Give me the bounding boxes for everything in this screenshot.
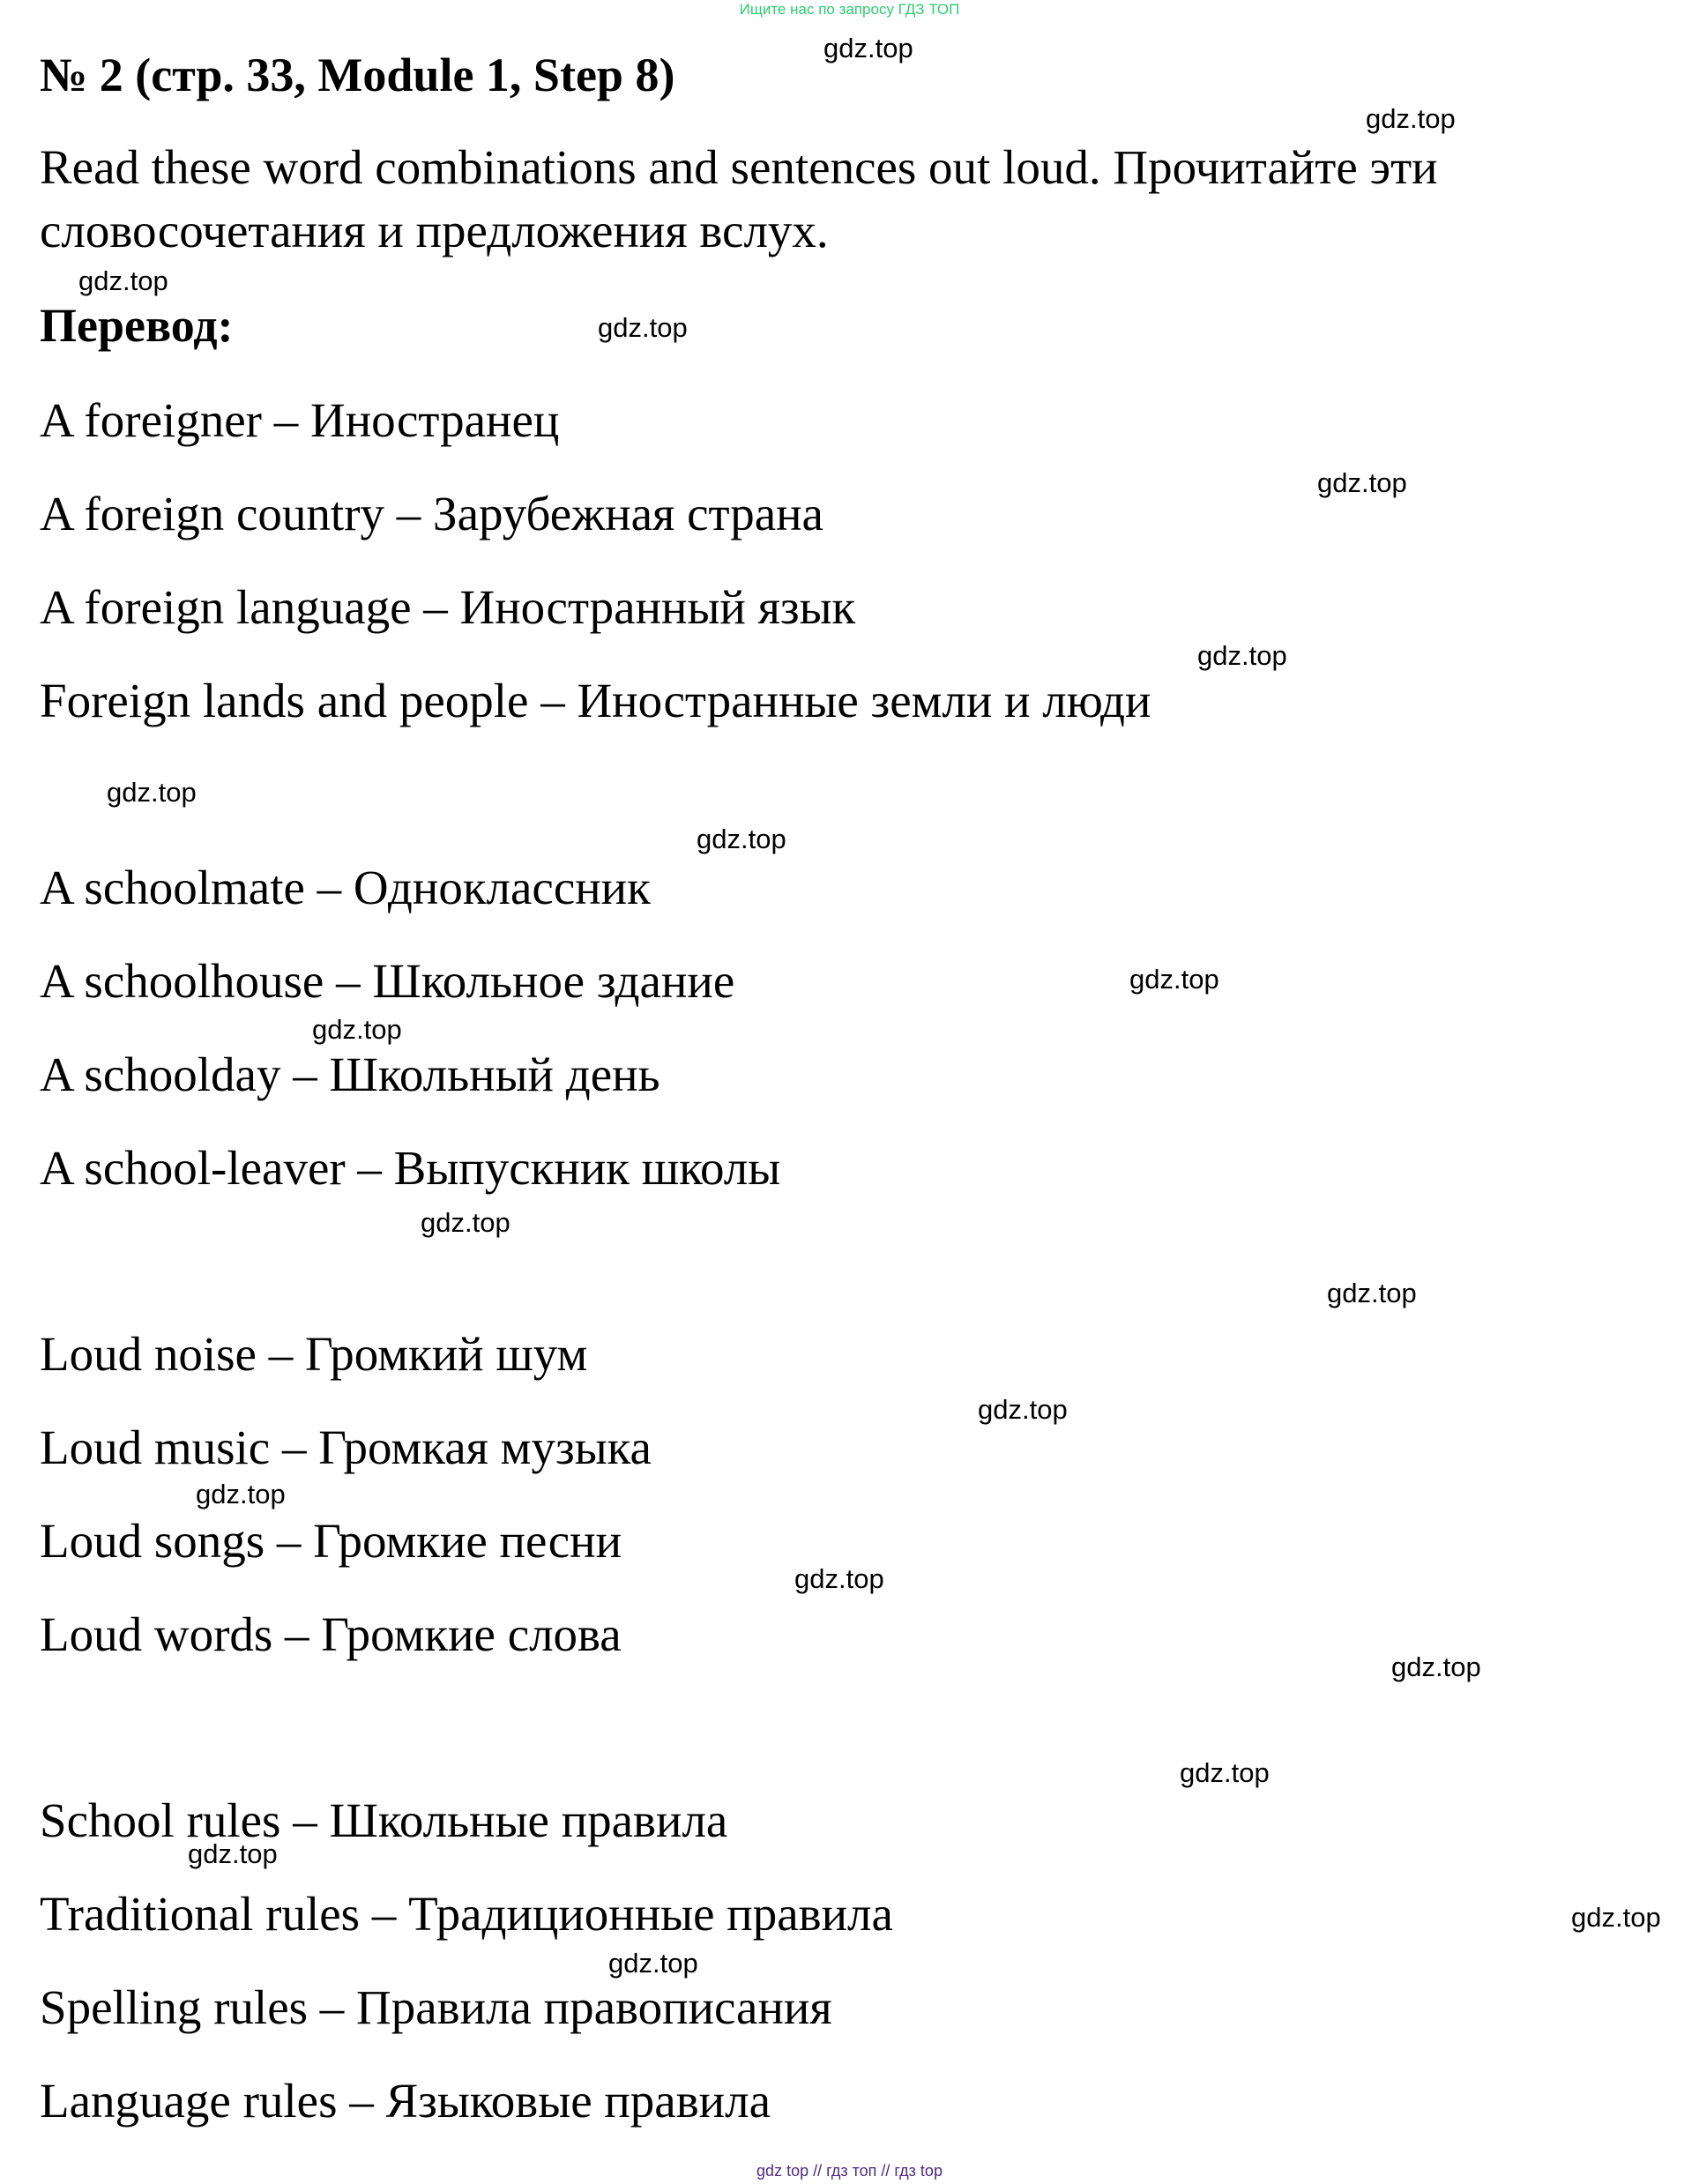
translation-line: A foreign language – Иностранный язык [40,580,856,634]
translation-line: Loud noise – Громкий шум [40,1327,588,1381]
translation-line: Loud words – Громкие слова [40,1607,622,1661]
translation-line: Foreign lands and people – Иностранные земли и люди [40,674,1151,727]
watermark: gdz.top [1180,1757,1270,1788]
translation-line: Language rules – Языковые правила [40,2074,771,2128]
translation-line: Loud songs – Громкие песни [40,1514,622,1568]
watermark: gdz.top [107,777,197,808]
translation-line: Loud music – Громкая музыка [40,1420,652,1474]
watermark: gdz.top [1571,1902,1661,1933]
watermark: gdz.top [188,1838,278,1869]
translation-line: A schoolday – Школьный день [40,1047,660,1101]
watermark: gdz.top [697,824,786,854]
watermark: gdz.top [598,312,688,343]
top-banner: Ищите нас по запросу ГДЗ ТОП [739,1,960,18]
watermark: gdz.top [1197,640,1287,671]
watermark: gdz.top [196,1479,286,1509]
translation-line: A schoolmate – Одноклассник [40,861,651,914]
translation-line: Traditional rules – Традиционные правила [40,1887,893,1941]
watermark: gdz.top [1129,964,1219,995]
watermark: gdz.top [421,1207,510,1238]
watermark: gdz.top [823,33,913,63]
watermark: gdz.top [1327,1278,1417,1308]
translation-line: A foreigner – Иностранец [40,393,560,447]
watermark: gdz.top [78,265,168,296]
watermark: gdz.top [312,1014,402,1045]
translation-line: A schoolhouse – Школьное здание [40,954,735,1008]
watermark: gdz.top [794,1563,884,1594]
watermark: gdz.top [1366,103,1456,134]
watermark: gdz.top [1317,467,1407,498]
translation-line: Spelling rules – Правила правописания [40,1980,832,2034]
translation-line: School rules – Школьные правила [40,1793,728,1847]
footer-watermark: gdz top // гдз топ // гдз top [756,2162,943,2180]
page-title: № 2 (стр. 33, Module 1, Step 8) [40,48,675,101]
translation-heading: Перевод: [40,299,234,352]
translation-line: A school-leaver – Выпускник школы [40,1141,781,1195]
translation-line: A foreign country – Зарубежная страна [40,487,823,540]
watermark: gdz.top [978,1394,1068,1425]
watermark: gdz.top [1391,1651,1481,1682]
task-instruction: Read these word combinations and sentences out loud. Прочитайте эти словосочетания и предложения вслух. [40,140,1438,257]
watermark: gdz.top [608,1948,698,1979]
